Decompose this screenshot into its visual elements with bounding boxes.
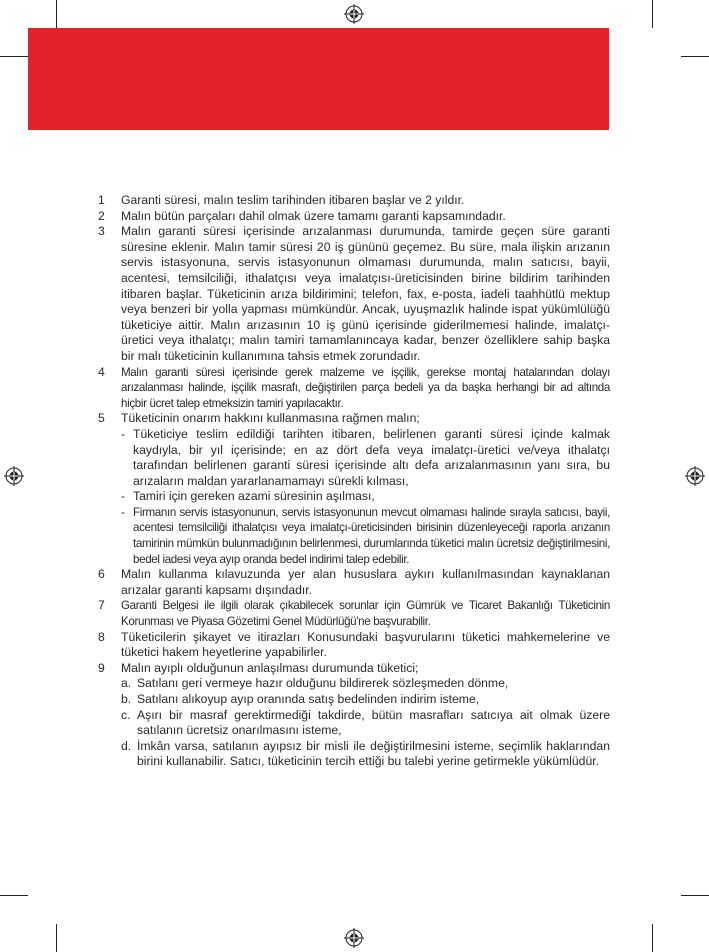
item-text: Malın kullanma kılavuzunda yer alan hususlara aykırı kullanılmasından kaynaklanan arızalar garanti kapsamı dışındadır. bbox=[121, 567, 610, 597]
sub-marker: - bbox=[121, 504, 126, 519]
red-header-banner bbox=[28, 28, 609, 130]
item-text: Garanti Belgesi ile ilgili olarak çıkabilecek sorunlar için Gümrük ve Ticaret Bakanlığı Tüketicinin Korunması ve Piyasa Gözetimi Genel Müdürlüğü'ne başvurabilir. bbox=[121, 599, 610, 629]
sub-marker: b. bbox=[121, 692, 132, 706]
item-5-sub-1 bbox=[121, 427, 610, 489]
item-number: 9 bbox=[98, 660, 105, 675]
sub-text: Tüketiciye teslim edildiği tarihten itibaren, belirlenen garanti süresi içinde kalmak kaydıyla, bir yıl içerisinde; en az dört defa veya imalatçı-üretici ve/veya ithalatçı tarafından belirlenen garanti süresi içerisinde altı defa arızalanmasının yanı sıra, bu arızaların maldan yararlanamamayı sürekli kılması, bbox=[133, 426, 610, 488]
item-number: 7 bbox=[98, 598, 105, 613]
item-number: 2 bbox=[98, 208, 105, 223]
item-number: 3 bbox=[98, 224, 105, 239]
warranty-item-9 bbox=[98, 661, 610, 677]
crop-mark-bottom-left-v bbox=[56, 924, 57, 952]
warranty-item-1 bbox=[98, 193, 610, 209]
item-9-sub-c bbox=[121, 708, 610, 739]
sub-marker: - bbox=[121, 489, 126, 504]
sub-marker: - bbox=[121, 426, 126, 441]
item-9-sub-d bbox=[121, 739, 610, 770]
item-text: Tüketicilerin şikayet ve itirazları Konusundaki başvurularını tüketici mahkemelerine ve tüketici hakem heyetlerine yapabilirler. bbox=[121, 629, 610, 660]
sub-text: Firmanın servis istasyonunun, servis istasyonunun mevcut olmaması halinde sırayla satıcısı, bayii, acentesi temsilciliği ithalatçısı veya imalatçı-üreticisinden birisinin düzenleyeceği raporla arızanın tamirinin mümkün bulunmadığının belirlenmesi, durumlarında tüketici malın ücretsiz değiştirilmesini, bedel iadesi veya ayıp oranda bedel indirimi talep edebilir. bbox=[133, 505, 610, 566]
registration-mark-bottom-icon bbox=[344, 928, 364, 948]
crop-mark-bottom-right-h bbox=[681, 895, 709, 896]
crop-mark-top-left-h bbox=[0, 56, 28, 57]
item-number: 4 bbox=[98, 364, 105, 379]
sub-marker: a. bbox=[121, 676, 132, 691]
item-5-sub-2 bbox=[121, 489, 610, 505]
crop-mark-bottom-left-h bbox=[0, 895, 28, 896]
item-text: Malın garanti süresi içerisinde arızalanması durumunda, tamirde geçen süre garanti süresine eklenir. Malın tamir süresi 20 iş gününü geçemez. Bu süre, mala ilişkin arızanın servis istasyonuna, servis istasyonunun olmaması durumunda, malın satıcısı, bayii, acentesi, temsilciliği, ithalatçısı veya imalatçısı-üreticisinden birine bildirim tarihinden itibaren başlar. Tüketicinin arıza bildirimini; telefon, fax, e-posta, iadeli taahhütlü mektup veya benzeri bir yolla yapması mümkündür. Ancak, uyuşmazlık halinde ispat yükümlülüğü tüketiciye aittir. Malın arızasının 10 iş günü içerisinde giderilmemesi halinde, imalatçı-üretici veya ithalatçı; malın tamiri tamamlanıncaya kadar, benzer özelliklere sahip başka bir malı tüketicinin kullanımına tahsis etmek zorundadır. bbox=[121, 224, 610, 363]
sub-text: İmkân varsa, satılanın ayıpsız bir misli ile değiştirilmesini isteme, seçimlik haklarından birini kullanabilir. Satıcı, tüketicinin tercih ettiği bu talebi yerine getirmekle yükümlüdür. bbox=[137, 738, 610, 769]
warranty-item-7 bbox=[98, 598, 610, 629]
sub-text: Satılanı geri vermeye hazır olduğunu bildirerek sözleşmeden dönme, bbox=[137, 676, 509, 691]
registration-mark-right-icon bbox=[685, 466, 705, 486]
crop-mark-top-right-v bbox=[652, 0, 653, 28]
warranty-item-8 bbox=[98, 630, 610, 661]
sub-text: Aşırı bir masraf gerektirmediği takdirde, bütün masrafları satıcıya ait olmak üzere satılanın ücretsiz onarılmasını isteme, bbox=[137, 707, 610, 738]
warranty-item-3 bbox=[98, 224, 610, 364]
warranty-item-4 bbox=[98, 365, 610, 412]
item-5-sub-3 bbox=[121, 505, 610, 567]
item-number: 6 bbox=[98, 567, 105, 582]
warranty-terms bbox=[98, 193, 610, 770]
sub-text: Tamiri için gereken azami süresinin aşılması, bbox=[133, 489, 375, 504]
item-text: Malın bütün parçaları dahil olmak üzere tamamı garanti kapsamındadır. bbox=[121, 208, 506, 223]
item-text: Malın garanti süresi içerisinde gerek malzeme ve işçilik, gerekse montaj hatalarından dolayı arızalanması halinde, işçilik masrafı, değiştirilen parça bedeli ya da başka herhangi bir ad altında hiçbir ücret talep etmeksizin tamiri yapılacaktır. bbox=[121, 365, 610, 410]
item-text: Tüketicinin onarım hakkını kullanmasına rağmen malın; bbox=[121, 411, 420, 426]
registration-mark-left-icon bbox=[4, 466, 24, 486]
item-number: 1 bbox=[98, 193, 105, 207]
sub-marker: c. bbox=[121, 707, 131, 722]
sub-text: Satılanı alıkoyup ayıp oranında satış bedelinden indirim isteme, bbox=[137, 692, 480, 706]
item-text: Malın ayıplı olduğunun anlaşılması durumunda tüketici; bbox=[121, 660, 419, 675]
item-9-sub-b bbox=[121, 692, 610, 708]
warranty-item-2 bbox=[98, 209, 610, 225]
item-9-sub-a bbox=[121, 676, 610, 692]
item-text: Garanti süresi, malın teslim tarihinden itibaren başlar ve 2 yıldır. bbox=[121, 193, 465, 207]
item-number: 8 bbox=[98, 629, 105, 644]
registration-mark-top-icon bbox=[344, 4, 364, 24]
item-number: 5 bbox=[98, 411, 105, 426]
sub-marker: d. bbox=[121, 738, 132, 753]
crop-mark-top-left-v bbox=[56, 0, 57, 28]
warranty-item-6 bbox=[98, 567, 610, 598]
crop-mark-bottom-right-v bbox=[652, 924, 653, 952]
crop-mark-top-right-h bbox=[681, 56, 709, 57]
warranty-item-5 bbox=[98, 411, 610, 427]
